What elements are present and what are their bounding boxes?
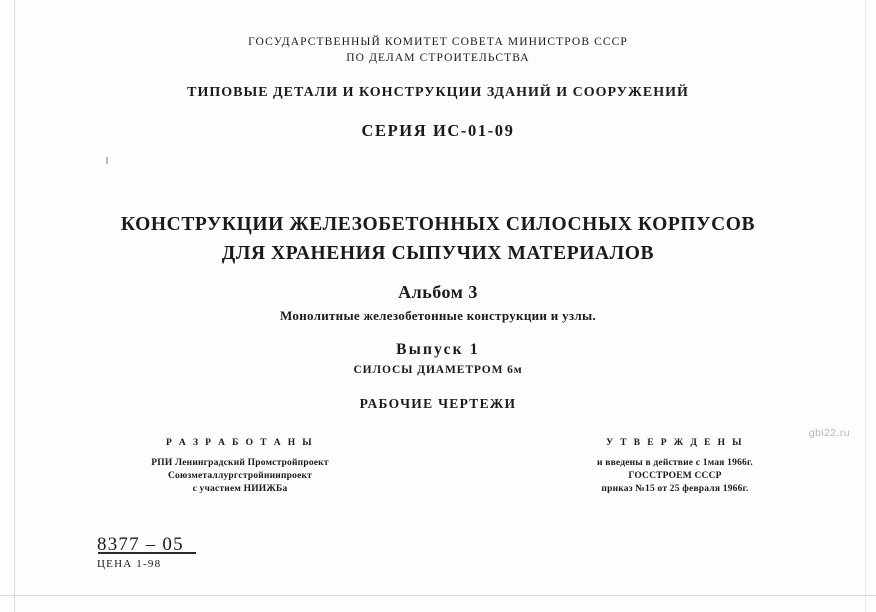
series-caption: ТИПОВЫЕ ДЕТАЛИ И КОНСТРУКЦИИ ЗДАНИЙ И СООРУЖЕНИЙ: [187, 85, 689, 100]
issuing-authority-line-1: ГОСУДАРСТВЕННЫЙ КОМИТЕТ СОВЕТА МИНИСТРОВ СССР: [248, 36, 628, 48]
approved-by-line-3: приказ №15 от 25 февраля 1966г.: [601, 484, 749, 494]
developed-by-organizations: [110, 457, 370, 496]
catalog-code-block: [97, 534, 196, 570]
watermark: gbi22.ru: [808, 427, 850, 439]
document-title-line-1: КОНСТРУКЦИИ ЖЕЛЕЗОБЕТОННЫХ СИЛОСНЫХ КОРПУСОВ: [120, 214, 756, 235]
issue-number: Выпуск 1: [396, 341, 480, 358]
album-number: Альбом 3: [398, 282, 478, 302]
issue-subtitle: СИЛОСЫ ДИАМЕТРОМ 6м: [353, 364, 523, 376]
developed-by-block: [110, 438, 370, 496]
series-code: СЕРИЯ ИС-01-09: [361, 121, 515, 140]
scan-speck: [106, 157, 108, 164]
price-label: ЦЕНА 1-98: [97, 557, 162, 570]
approved-by-block: [540, 438, 810, 496]
approved-by-line-2: ГОССТРОЕМ СССР: [628, 471, 722, 481]
approved-by-heading: У Т В Е Р Ж Д Е Н Ы: [606, 438, 744, 448]
issuing-authority-line-2: ПО ДЕЛАМ СТРОИТЕЛЬСТВА: [346, 52, 530, 64]
developed-by-heading: Р А З Р А Б О Т А Н Ы: [165, 438, 315, 448]
approved-by-line-1: и введены в действие с 1мая 1966г.: [597, 458, 753, 468]
document-title-line-2: ДЛЯ ХРАНЕНИЯ СЫПУЧИХ МАТЕРИАЛОВ: [221, 243, 655, 264]
developed-by-line-1: РПИ Ленинградский Промстройпроект: [151, 458, 329, 468]
developed-by-line-3: с участием НИИЖБа: [192, 484, 288, 494]
catalog-code: 8377 – 05: [97, 534, 184, 555]
document-type: РАБОЧИЕ ЧЕРТЕЖИ: [359, 396, 517, 411]
issuing-authority: [0, 36, 876, 64]
developed-by-line-2: Союзметаллургстройниипроект: [167, 471, 313, 481]
album-subtitle: Монолитные железобетонные конструкции и узлы.: [280, 308, 596, 323]
document-title: [0, 210, 876, 268]
page-frame-bottom-edge: [0, 595, 876, 596]
approved-by-details: [540, 457, 810, 496]
